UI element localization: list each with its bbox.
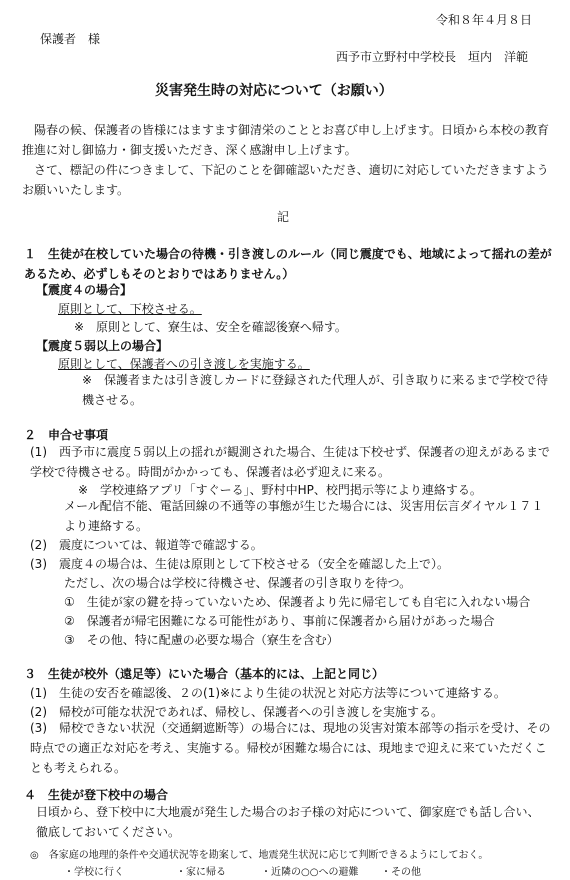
section2-item3-case1: ① 生徒が家の鍵を持っていないため、保護者より先に帰宅しても自宅に入れない場合	[64, 595, 531, 609]
section3-heading: ３ 生徒が校外（遠足等）にいた場合（基本的には、上記と同じ）	[24, 667, 385, 681]
section4-heading: ４ 生徒が登下校中の場合	[24, 788, 169, 802]
intro-paragraph-1: 陽春の候、保護者の皆様にはますます御清栄のこととお喜び申し上げます。日頃から本校の教育推進に対し御協力・御支援いただき、深く感謝申し上げます。	[22, 123, 550, 157]
option-evacuate-nearby: ・近隣の○○への避難	[261, 867, 359, 878]
option-other: ・その他	[381, 867, 421, 878]
case5-note: ※ 保護者または引き渡しカードに登録された代理人が、引き取りに来るまで学校で待機させる。	[82, 373, 549, 407]
case5-label: 【震度５弱以上の場合】	[36, 339, 169, 353]
ki-mark: 記	[277, 210, 290, 224]
section2-item1: (1) 西予市に震度５弱以上の揺れが観測された場合、生徒は下校せず、保護者の迎えがあるまで学校で待機させる。時間がかかっても、保護者は必ず迎えに来る。	[30, 445, 551, 479]
section2-item2: (2) 震度については、報道等で確認する。	[30, 538, 263, 552]
section2-item3-case2: ② 保護者が帰宅困難になる可能性があり、事前に保護者から届けがあった場合	[64, 614, 495, 628]
section3-item2: (2) 帰校が可能な状況であれば、帰校し、保護者への引き渡しを実施する。	[30, 705, 444, 719]
option-go-to-school: ・学校に行く	[64, 867, 124, 878]
document-title: 災害発生時の対応について（お願い）	[155, 83, 393, 99]
section2-item1-note2: メール配信不能、電話回線の不通等の事態が生じた場合には、災害用伝言ダイヤル１７１より連絡する。	[64, 499, 544, 533]
case5-rule: 原則として、保護者への引き渡しを実施する。	[58, 357, 310, 371]
section1-heading: １ 生徒が在校していた場合の待機・引き渡しのルール（同じ震度でも、地域によって揺れの差があるため、必ずしもそのとおりではありません。）	[24, 247, 552, 281]
sender-line: 西予市立野村中学校長 垣内 洋範	[336, 50, 529, 64]
section2-item3: (3) 震度４の場合は、生徒は原則として下校させる（安全を確認した上で）。	[30, 557, 450, 571]
case4-note: ※ 原則として、寮生は、安全を確認後寮へ帰す。	[74, 320, 347, 334]
document-date: 令和８年４月８日	[436, 13, 533, 27]
section2-item1-note1: ※ 学校連絡アプリ「すぐーる」、野村中HP、校門掲示等により連絡する。	[78, 483, 482, 497]
section2-item3-case3: ③ その他、特に配慮の必要な場合（寮生を含む）	[64, 633, 339, 647]
option-go-home: ・家に帰る	[176, 867, 226, 878]
section3-item1: (1) 生徒の安否を確認後、２の(1)※により生徒の状況と対応方法等について連絡する。	[30, 686, 506, 700]
section4-paragraph: 日頃から、登下校中に大地震が発生した場合のお子様の対応について、御家庭でも話し合い、徹底しておいてください。	[36, 805, 540, 839]
recipient-line: 保護者 様	[40, 32, 101, 46]
intro-paragraph-2: さて、標記の件につきまして、下記のことを御確認いただき、適切に対応していただきますようお願いいたします。	[22, 163, 549, 197]
section2-item3-sub: ただし、次の場合は学校に待機させ、保護者の引き取りを待つ。	[64, 576, 412, 590]
case4-label: 【震度４の場合】	[36, 283, 133, 297]
section4-note: ◎ 各家庭の地理的条件や交通状況等を勘案して、地震発生状況に応じて判断できるようにしておく。	[30, 850, 489, 861]
section3-item3: (3) 帰校できない状況（交通網遮断等）の場合には、現地の災害対策本部等の指示を受け、その時点での適正な対応を考え、実施する。帰校が困難な場合には、現地まで迎えに来ていただくことも考えられる。	[30, 721, 551, 775]
section2-heading: ２ 申合せ事項	[24, 428, 109, 442]
case4-rule: 原則として、下校させる。	[58, 302, 202, 316]
